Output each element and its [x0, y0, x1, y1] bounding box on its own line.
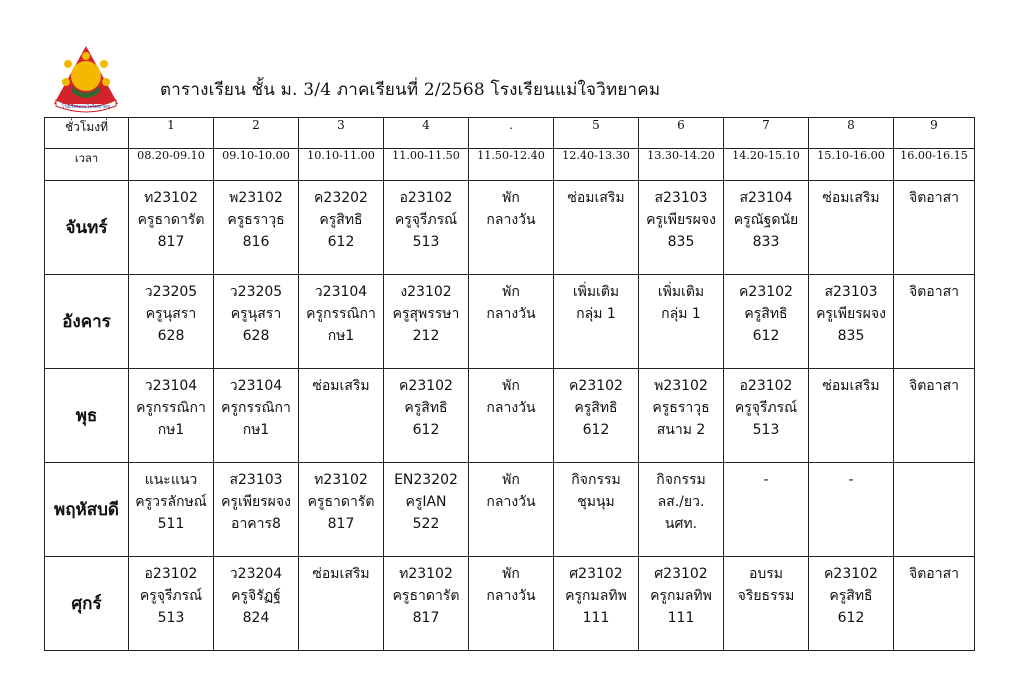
class-cell-line: ครูเพียรผจง — [816, 306, 886, 322]
class-cell-line: พ23102 — [229, 190, 283, 206]
class-cell-line: กลางวัน — [486, 400, 536, 416]
class-cell-line: 522 — [412, 516, 440, 532]
class-cell-line: เพิ่มเติม — [657, 284, 705, 300]
class-cell-line: ท23102 — [314, 472, 368, 488]
class-cell-line: อบรม — [748, 566, 784, 582]
class-cell-line: EN23202 — [394, 472, 458, 488]
class-cell — [469, 557, 554, 651]
class-cell — [214, 369, 299, 463]
class-cell — [809, 369, 894, 463]
period-header-row — [45, 118, 975, 149]
class-cell-line: ครูธราวุธ — [652, 400, 710, 416]
class-cell-line: กลุ่ม 1 — [576, 306, 616, 322]
class-cell-line: ซ่อมเสริม — [567, 190, 625, 206]
class-cell-line: พัก — [502, 378, 520, 394]
class-cell-line: ครูเพียรผจง — [646, 212, 716, 228]
class-cell — [129, 463, 214, 557]
class-cell-line: ครูสิทธิ — [829, 588, 873, 604]
class-cell-line: พัก — [502, 472, 520, 488]
period-number: 4 — [384, 118, 469, 149]
class-cell-line: จริยธรรม — [737, 588, 795, 604]
class-cell-line: ซ่อมเสริม — [312, 566, 370, 582]
class-cell — [809, 181, 894, 275]
class-cell-line: ง23102 — [400, 284, 452, 300]
class-cell-line: ซ่อมเสริม — [822, 378, 880, 394]
class-cell — [384, 557, 469, 651]
class-cell-line: ค23202 — [314, 190, 368, 206]
time-slot: 10.10-11.00 — [299, 149, 384, 181]
class-cell — [129, 181, 214, 275]
class-cell-line: ครูสุพรรษา — [392, 306, 460, 322]
class-cell — [384, 463, 469, 557]
class-cell-line: กิจกรรม — [656, 472, 706, 488]
time-slot: 14.20-15.10 — [724, 149, 809, 181]
class-cell-line: 111 — [582, 610, 610, 626]
day-row — [45, 369, 975, 463]
class-cell — [384, 275, 469, 369]
period-number: 7 — [724, 118, 809, 149]
period-number: . — [469, 118, 554, 149]
class-cell — [469, 463, 554, 557]
class-cell — [384, 369, 469, 463]
class-cell-line: ว23104 — [144, 378, 198, 394]
day-row — [45, 557, 975, 651]
class-cell-line: ครูสิทธิ — [744, 306, 788, 322]
class-cell — [639, 557, 724, 651]
time-slot: 12.40-13.30 — [554, 149, 639, 181]
class-cell-line: 835 — [837, 328, 865, 344]
class-cell — [469, 181, 554, 275]
class-cell — [809, 557, 894, 651]
class-cell — [469, 275, 554, 369]
class-cell-line: จิตอาสา — [909, 190, 959, 206]
class-cell-line: จิตอาสา — [909, 566, 959, 582]
day-row — [45, 463, 975, 557]
logo-text: โรงเรียนแม่ใจวิทยาคม — [61, 104, 111, 110]
period-number: 3 — [299, 118, 384, 149]
class-cell — [554, 463, 639, 557]
period-label: ชั่วโมงที่ — [45, 118, 129, 149]
class-cell-line: ครูจุรีภรณ์ — [734, 400, 798, 416]
class-cell-line: ครูธราวุธ — [227, 212, 285, 228]
class-cell-line: 612 — [412, 422, 440, 438]
time-label: เวลา — [45, 149, 129, 181]
day-row — [45, 275, 975, 369]
class-cell — [639, 463, 724, 557]
class-cell-line: 833 — [752, 234, 780, 250]
class-cell-line: ค23102 — [399, 378, 453, 394]
class-cell — [639, 369, 724, 463]
class-cell-line: 612 — [837, 610, 865, 626]
class-cell — [894, 181, 975, 275]
class-cell-line: ซ่อมเสริม — [822, 190, 880, 206]
class-cell-line: กิจกรรม — [571, 472, 621, 488]
class-cell — [894, 557, 975, 651]
class-cell-line: ว23104 — [229, 378, 283, 394]
class-cell — [214, 181, 299, 275]
day-name: พฤหัสบดี — [45, 463, 129, 557]
class-cell-line: กษ1 — [157, 422, 185, 438]
class-cell-line: กลุ่ม 1 — [661, 306, 701, 322]
class-cell-line: ส23103 — [824, 284, 878, 300]
class-cell — [554, 181, 639, 275]
class-cell — [299, 275, 384, 369]
class-cell-line: พ23102 — [654, 378, 708, 394]
class-cell-line: ครูกรรณิกา — [136, 400, 206, 416]
class-cell-line: ส23104 — [739, 190, 793, 206]
class-cell-line: ครูณัฐดนัย — [733, 212, 799, 228]
day-name: จันทร์ — [45, 181, 129, 275]
class-cell-line: 513 — [157, 610, 185, 626]
time-slot: 16.00-16.15 — [894, 149, 975, 181]
class-cell — [639, 275, 724, 369]
class-cell — [384, 181, 469, 275]
class-cell-line: อ23102 — [144, 566, 198, 582]
class-cell-line: กลางวัน — [486, 494, 536, 510]
class-cell-line: สนาม 2 — [656, 422, 706, 438]
period-number: 6 — [639, 118, 724, 149]
class-cell-line: พัก — [502, 566, 520, 582]
class-cell-line: 511 — [157, 516, 185, 532]
class-cell-line: กษ1 — [242, 422, 270, 438]
class-cell-line: แนะแนว — [144, 472, 198, 488]
class-cell-line: อ23102 — [399, 190, 453, 206]
class-cell — [214, 275, 299, 369]
class-cell-line: กลางวัน — [486, 212, 536, 228]
class-cell-line: ครูกรรณิกา — [221, 400, 291, 416]
time-slot: 15.10-16.00 — [809, 149, 894, 181]
class-cell-line: - — [848, 472, 854, 488]
class-cell-line: ค23102 — [569, 378, 623, 394]
class-cell-line: ครูกรรณิกา — [306, 306, 376, 322]
class-cell-line: ครูจุรีภรณ์ — [394, 212, 458, 228]
class-cell-line: ท23102 — [144, 190, 198, 206]
class-cell-line: ท23102 — [399, 566, 453, 582]
class-cell — [299, 463, 384, 557]
class-cell-line: ครูจิรัฏฐ์ — [231, 588, 281, 604]
class-cell-line: ครูสิทธิ — [319, 212, 363, 228]
class-cell-line: ว23205 — [229, 284, 283, 300]
class-cell-line: 628 — [157, 328, 185, 344]
period-number: 9 — [894, 118, 975, 149]
class-cell-line: 513 — [752, 422, 780, 438]
page-title: ตารางเรียน ชั้น ม. 3/4 ภาคเรียนที่ 2/2568 โรงเรียนแม่ใจวิทยาคม — [160, 80, 661, 100]
class-cell-line: ครูสิทธิ — [404, 400, 448, 416]
class-cell-line: 111 — [667, 610, 695, 626]
class-cell-line: ครูนุสรา — [230, 306, 282, 322]
class-cell-line: พัก — [502, 284, 520, 300]
class-cell-line: 817 — [327, 516, 355, 532]
day-name: ศุกร์ — [45, 557, 129, 651]
class-cell-line: ส23103 — [654, 190, 708, 206]
class-cell-line: ครูกมลทิพ — [650, 588, 712, 604]
period-number: 5 — [554, 118, 639, 149]
logo-sun — [71, 61, 101, 91]
class-cell-line: 824 — [242, 610, 270, 626]
class-cell — [129, 275, 214, 369]
class-cell-line: 612 — [752, 328, 780, 344]
class-cell — [724, 275, 809, 369]
class-cell-line: จิตอาสา — [909, 284, 959, 300]
class-cell — [129, 557, 214, 651]
class-cell-line: เพิ่มเติม — [572, 284, 620, 300]
class-cell — [469, 369, 554, 463]
class-cell-line: กลางวัน — [486, 306, 536, 322]
class-cell-line: กลางวัน — [486, 588, 536, 604]
time-slot: 08.20-09.10 — [129, 149, 214, 181]
class-cell-line: 513 — [412, 234, 440, 250]
class-cell — [809, 463, 894, 557]
time-slot: 11.50-12.40 — [469, 149, 554, 181]
timetable — [44, 117, 975, 651]
time-slot: 09.10-10.00 — [214, 149, 299, 181]
school-logo — [50, 42, 122, 114]
class-cell-line: ซ่อมเสริม — [312, 378, 370, 394]
time-row — [45, 149, 975, 181]
class-cell-line: ว23104 — [314, 284, 368, 300]
class-cell — [554, 557, 639, 651]
class-cell — [299, 181, 384, 275]
class-cell — [894, 463, 975, 557]
class-cell — [894, 275, 975, 369]
time-slot: 11.00-11.50 — [384, 149, 469, 181]
class-cell-line: 212 — [412, 328, 440, 344]
class-cell-line: นศท. — [664, 516, 698, 532]
class-cell-line: ครูวรลักษณ์ — [135, 494, 207, 510]
class-cell-line: ว23205 — [144, 284, 198, 300]
class-cell-line: ค23102 — [739, 284, 793, 300]
period-number: 1 — [129, 118, 214, 149]
class-cell — [809, 275, 894, 369]
class-cell-line: ครูจุรีภรณ์ — [139, 588, 203, 604]
day-name: พุธ — [45, 369, 129, 463]
time-slot: 13.30-14.20 — [639, 149, 724, 181]
class-cell — [639, 181, 724, 275]
class-cell-line: ครูธาดารัต — [137, 212, 205, 228]
class-cell — [214, 463, 299, 557]
class-cell — [214, 557, 299, 651]
day-row — [45, 181, 975, 275]
class-cell-line: อ23102 — [739, 378, 793, 394]
class-cell-line: ส23103 — [229, 472, 283, 488]
class-cell — [554, 275, 639, 369]
class-cell-line: อาคาร8 — [231, 516, 281, 532]
class-cell — [129, 369, 214, 463]
class-cell-line: ครูกมลทิพ — [565, 588, 627, 604]
class-cell-line: พัก — [502, 190, 520, 206]
class-cell — [894, 369, 975, 463]
class-cell-line: ครูเพียรผจง — [221, 494, 291, 510]
class-cell-line: ครูนุสรา — [145, 306, 197, 322]
class-cell-line: จิตอาสา — [909, 378, 959, 394]
class-cell-line: 628 — [242, 328, 270, 344]
class-cell-line: 817 — [412, 610, 440, 626]
class-cell-line: ครูสิทธิ — [574, 400, 618, 416]
class-cell-line: - — [763, 472, 769, 488]
class-cell — [724, 369, 809, 463]
class-cell — [724, 181, 809, 275]
class-cell-line: กษ1 — [327, 328, 355, 344]
class-cell-line: ค23102 — [824, 566, 878, 582]
period-number: 2 — [214, 118, 299, 149]
class-cell-line: ครูธาดารัต — [392, 588, 460, 604]
class-cell-line: ชุมนุม — [577, 494, 615, 510]
class-cell-line: 612 — [327, 234, 355, 250]
class-cell — [299, 369, 384, 463]
period-number: 8 — [809, 118, 894, 149]
class-cell — [724, 557, 809, 651]
class-cell-line: 817 — [157, 234, 185, 250]
class-cell-line: 816 — [242, 234, 270, 250]
class-cell-line: ศ23102 — [654, 566, 708, 582]
class-cell-line: ว23204 — [229, 566, 283, 582]
class-cell-line: ครูIAN — [405, 494, 447, 510]
class-cell-line: ครูธาดารัต — [307, 494, 375, 510]
class-cell-line: 835 — [667, 234, 695, 250]
class-cell — [299, 557, 384, 651]
class-cell-line: 612 — [582, 422, 610, 438]
class-cell-line: ลส./ยว. — [657, 494, 705, 510]
class-cell — [554, 369, 639, 463]
day-name: อังคาร — [45, 275, 129, 369]
class-cell — [724, 463, 809, 557]
class-cell-line: ศ23102 — [569, 566, 623, 582]
